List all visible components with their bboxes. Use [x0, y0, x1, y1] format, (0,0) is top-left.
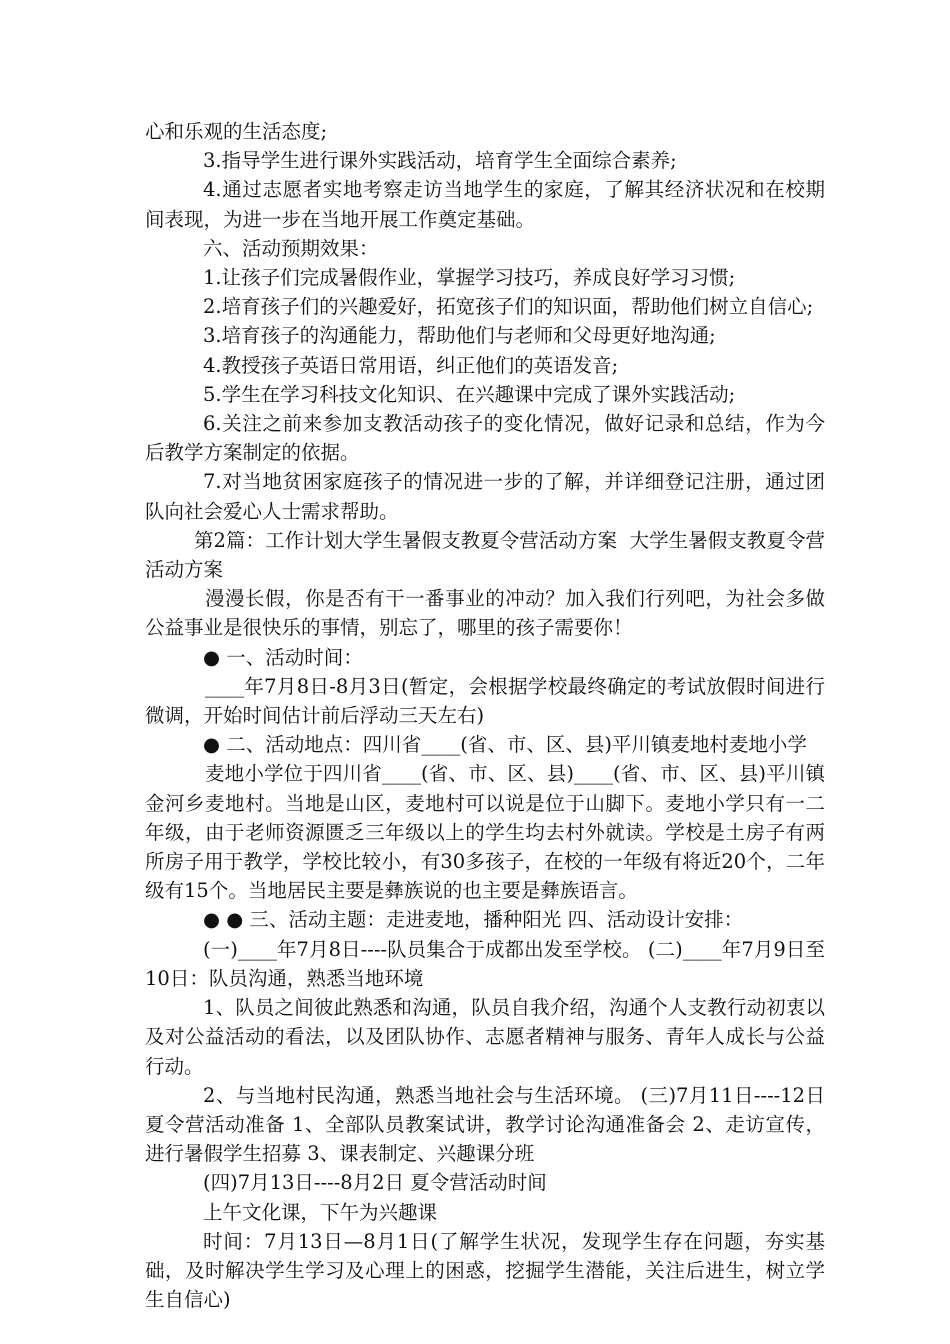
paragraph-team-communication: 1、队员之间彼此熟悉和沟通，队员自我介绍，沟通个人支教行动初衷以及对公益活动的看法，以及团队协作、志愿者精神与服务、青年人成长与公益行动。 — [145, 996, 825, 1078]
paragraph-introduction: 漫漫长假，你是否有干一番事业的冲动？加入我们行列吧，为社会多做公益事业是很快乐的事情，别忘了，哪里的孩子需要你！ — [145, 587, 825, 640]
paragraph-villager-communication: 2、与当地村民沟通，熟悉当地社会与生活环境。 (三)7月11日----12日 夏令营活动准备 1、全部队员教案试讲，教学讨论沟通准备会 2、走访宣传，进行暑假学生招募 3、课表制定、兴趣课分班 — [145, 1083, 832, 1166]
paragraph-effect-1: 1.让孩子们完成暑假作业，掌握学习技巧，养成良好学习习惯; — [203, 266, 736, 290]
section-heading-activity-time: ● 一、活动时间： — [203, 645, 363, 669]
paragraph-effect-4: 4.教授孩子英语日常用语，纠正他们的英语发音; — [203, 353, 619, 377]
paragraph-effect-5: 5.学生在学习科技文化知识、在兴趣课中完成了课外实践活动; — [203, 382, 736, 406]
paragraph-home-visits: 4.通过志愿者实地考察走访当地学生的家庭，了解其经济状况和在校期间表现，为进一步在当地开展工作奠定基础。 — [145, 178, 825, 231]
paragraph-effect-6: 6.关注之前来参加支教活动孩子的变化情况，做好记录和总结，作为今后教学方案制定的依据。 — [145, 412, 825, 465]
paragraph-activity-time: ____年7月8日-8月3日(暂定，会根据学校最终确定的考试放假时间进行微调，开始时间估计前后浮动三天左右) — [145, 674, 825, 728]
section-heading-expected-effects: 六、活动预期效果： — [203, 236, 379, 260]
paragraph-schedule-days-1-3: (一)____年7月8日----队员集合于成都出发至学校。 (二)____年7月9日至10日：队员沟通，熟悉当地环境 — [145, 937, 825, 990]
paragraph-time-details: 时间：7月13日—8月1日(了解学生状况，发现学生存在问题，夯实基础，及时解决学生学习及心理上的困惑，挖掘学生潜能，关注后进生，树立学生自信心) — [145, 1229, 825, 1312]
paragraph-daily-classes: 上午文化课，下午为兴趣课 — [203, 1200, 438, 1224]
paragraph-practice-guidance: 3.指导学生进行课外实践活动，培育学生全面综合素养; — [203, 149, 677, 173]
article-title-part-2: 第2篇：工作计划大学生暑假支教夏令营活动方案 大学生暑假支教夏令营活动方案 — [145, 528, 825, 582]
paragraph-effect-2: 2.培育孩子们的兴趣爱好，拓宽孩子们的知识面，帮助他们树立自信心; — [203, 295, 814, 319]
document-body — [145, 117, 832, 1314]
paragraph-effect-3: 3.培育孩子的沟通能力，帮助他们与老师和父母更好地沟通; — [203, 324, 716, 348]
paragraph-effect-7: 7.对当地贫困家庭孩子的情况进一步的了解，并详细登记注册，通过团队向社会爱心人士需求帮助。 — [145, 470, 825, 523]
paragraph-camp-period: (四)7月13日----8月2日 夏令营活动时间 — [203, 1171, 547, 1195]
paragraph-attitude-end: 心和乐观的生活态度; — [145, 120, 328, 143]
section-heading-theme-and-plan: ● ● 三、活动主题：走进麦地，播种阳光 四、活动设计安排： — [203, 908, 744, 932]
paragraph-school-description: 麦地小学位于四川省____(省、市、区、县)____(省、市、区、县)平川镇金河乡麦地村。当地是山区，麦地村可以说是位于山脚下。麦地小学只有一二年级，由于老师资源匮乏三年级以上的学生均去村外就读。学校是土房子有两所房子用于教学，学校比较小，有30多孩子，在校的一年级有将近20个，二年级有15个。当地居民主要是彝族说的也主要是彝族语言。 — [145, 762, 825, 903]
section-heading-activity-location: ● 二、活动地点：四川省____(省、市、区、县)平川镇麦地村麦地小学 — [203, 733, 807, 757]
